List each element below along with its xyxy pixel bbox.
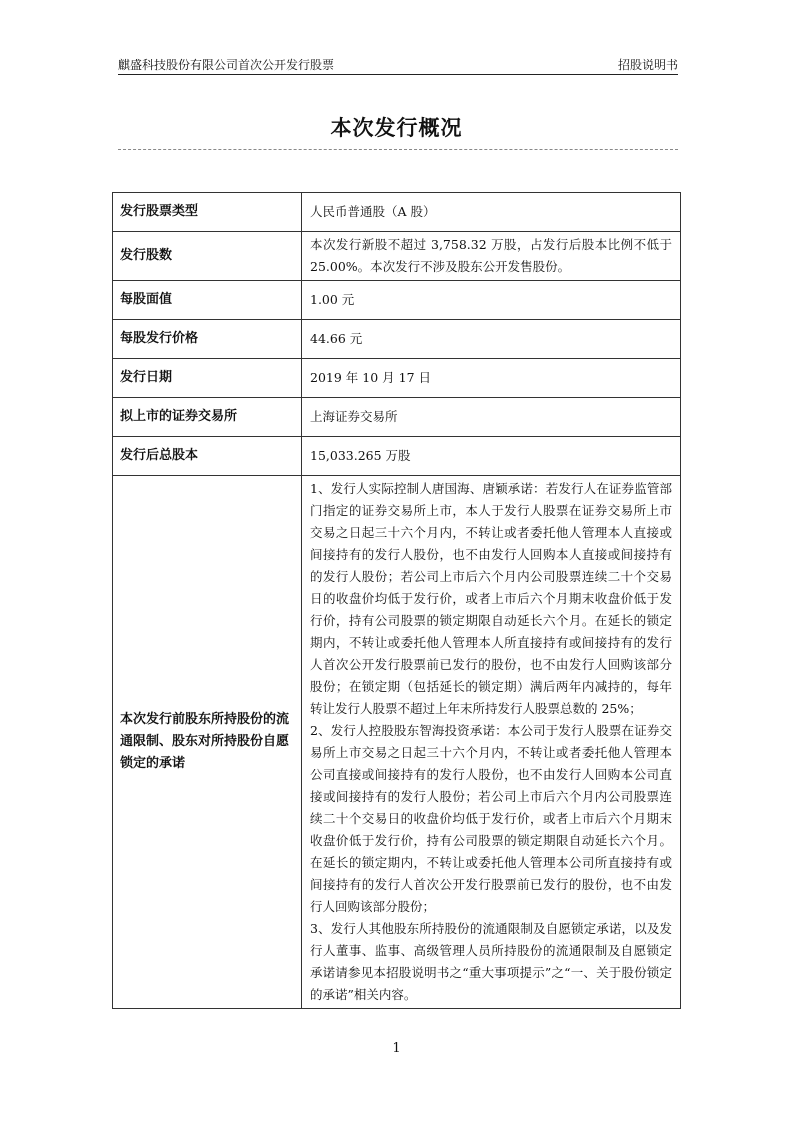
page-header [118, 52, 678, 75]
lockup-label: 本次发行前股东所持股份的流通限制、股东对所持股份自愿锁定的承诺 [113, 476, 302, 1009]
lockup-value [302, 476, 681, 1009]
row-label: 发行后总股本 [113, 437, 302, 476]
row-value-text: 本次发行新股不超过 3,758.32 万股，占发行后股本比例不低于 25.00%。本次发行不涉及股东公开发售股份。 [310, 237, 672, 274]
lockup-paragraph-3: 3、发行人其他股东所持股份的流通限制及自愿锁定承诺，以及发行人董事、监事、高级管理人员所持股份的流通限制及自愿锁定承诺请参见本招股说明书之“重大事项提示”之“一、关于股份锁定的承诺”相关内容。 [310, 921, 672, 1002]
row-value: 44.66 元 [302, 320, 681, 359]
row-label: 发行股票类型 [113, 193, 302, 232]
lockup-paragraph-2: 2、发行人控股股东智海投资承诺：本公司于发行人股票在证券交易所上市交易之日起三十六个月内，不转让或者委托他人管理本公司直接或间接持有的发行人股份，也不由发行人回购本公司直接或间接持有的发行人股份；若公司上市后六个月内公司股票连续二十个交易日的收盘价均低于发行价，或者上市后六个月期末收盘价低于发行价，持有公司股票的锁定期限自动延长六个月。在延长的锁定期内，不转让或委托他人管理本公司所直接持有或间接持有的发行人首次公开发行股票前已发行的股份，也不由发行人回购该部分股份； [310, 723, 672, 914]
row-value: 15,033.265 万股 [302, 437, 681, 476]
row-label: 发行股数 [113, 232, 302, 281]
table-row [113, 281, 681, 320]
row-value: 2019 年 10 月 17 日 [302, 359, 681, 398]
header-document-type: 招股说明书 [617, 58, 678, 72]
table-row [113, 320, 681, 359]
title-divider [118, 149, 678, 150]
table-row [113, 437, 681, 476]
row-value: 上海证券交易所 [302, 398, 681, 437]
page-title: 本次发行概况 [330, 116, 463, 140]
row-value: 1.00 元 [302, 281, 681, 320]
row-value [302, 232, 681, 281]
lockup-paragraph-1: 1、发行人实际控制人唐国海、唐颖承诺：若发行人在证券监管部门指定的证券交易所上市，本人于发行人股票在证券交易所上市交易之日起三十六个月内，不转让或者委托他人管理本人直接或间接持有的发行人股份，也不由发行人回购本人直接或间接持有的发行人股份；若公司上市后六个月内公司股票连续二十个交易日的收盘价均低于发行价，或者上市后六个月期末收盘价低于发行价，持有公司股票的锁定期限自动延长六个月。在延长的锁定期内，不转让或委托他人管理本人所直接持有或间接持有的发行人首次公开发行股票前已发行的股份，也不由发行人回购该部分股份；在锁定期（包括延长的锁定期）满后两年内减持的，每年转让发行人股票不超过上年末所持发行人股票总数的 25%； [310, 481, 672, 716]
row-label: 每股发行价格 [113, 320, 302, 359]
page-number: 1 [392, 1041, 401, 1056]
row-value: 人民币普通股（A 股） [302, 193, 681, 232]
header-company-title: 麒盛科技股份有限公司首次公开发行股票 [118, 58, 335, 72]
row-label: 发行日期 [113, 359, 302, 398]
row-label: 拟上市的证券交易所 [113, 398, 302, 437]
table-row [113, 398, 681, 437]
offering-overview-table [112, 192, 681, 1009]
table-row [113, 193, 681, 232]
table-row [113, 359, 681, 398]
row-label: 每股面值 [113, 281, 302, 320]
table-row [113, 232, 681, 281]
table-row-lockup [113, 476, 681, 1009]
